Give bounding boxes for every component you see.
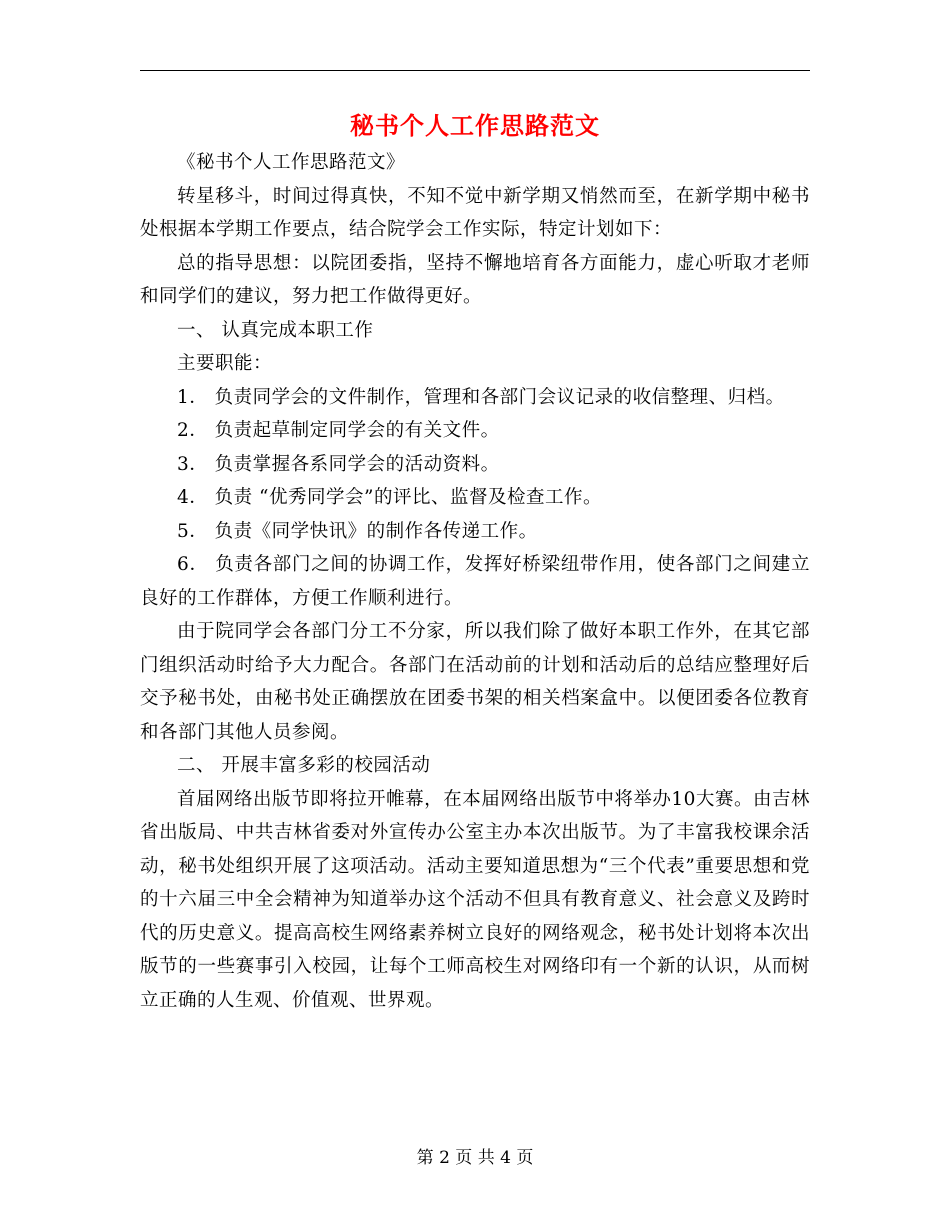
page-number: 第 2 页 共 4 页 xyxy=(416,1148,534,1168)
list-item: 3． 负责掌握各系同学会的活动资料。 xyxy=(177,453,500,475)
section-heading: 二、 开展丰富多彩的校园活动 xyxy=(177,755,431,776)
list-item: 2． 负责起草制定同学会的有关文件。 xyxy=(177,420,500,441)
list-item: 6． 负责各部门之间的协调工作，发挥好桥梁纽带作用，使各部门之间建立良好的工作群体，方便工作顺利进行。 xyxy=(140,554,810,609)
header-rule xyxy=(140,70,810,71)
paragraph: 首届网络出版节即将拉开帷幕，在本届网络出版节中将举办10大赛。由吉林省出版局、中共吉林省委对外宣传办公室主办本次出版节。为了丰富我校课余活动，秘书处组织开展了这项活动。活动主要知道思想为“三个代表”重要思想和党的十六届三中全会精神为知道举办这个活动不但具有教育意义、社会意义及跨时代的历史意义。提高高校生网络素养树立良好的网络观念，秘书处计划将本次出版节的一些赛事引入校园，让每个工师高校生对网络印有一个新的认识，从而树立正确的人生观、价值观、世界观。 xyxy=(140,788,810,1011)
list-item: 5． 负责《同学快讯》的制作各传递工作。 xyxy=(177,520,538,542)
page-footer xyxy=(0,1146,950,1170)
paragraph: 总的指导思想：以院团委指，坚持不懈地培育各方面能力，虚心听取才老师和同学们的建议，努力把工作做得更好。 xyxy=(140,252,810,307)
list-item: 4． 负责 “优秀同学会”的评比、监督及检查工作。 xyxy=(177,487,602,508)
paragraph: 《秘书个人工作思路范文》 xyxy=(177,152,406,173)
paragraph: 由于院同学会各部门分工不分家，所以我们除了做好本职工作外，在其它部门组织活动时给予大力配合。各部门在活动前的计划和活动后的总结应整理好后交予秘书处，由秘书处正确摆放在团委书架的相关档案盒中。以便团委各位教育和各部门其他人员参阅。 xyxy=(140,621,810,743)
list-item: 1． 负责同学会的文件制作，管理和各部门会议记录的收信整理、归档。 xyxy=(177,386,785,408)
paragraph: 转星移斗，时间过得真快，不知不觉中新学期又悄然而至，在新学期中秘书处根据本学期工作要点，结合院学会工作实际，特定计划如下： xyxy=(140,185,810,240)
section-heading: 一、 认真完成本职工作 xyxy=(177,319,374,341)
document-body xyxy=(140,146,810,1017)
paragraph: 主要职能： xyxy=(177,353,273,374)
document-title: 秘书个人工作思路范文 xyxy=(350,111,600,140)
